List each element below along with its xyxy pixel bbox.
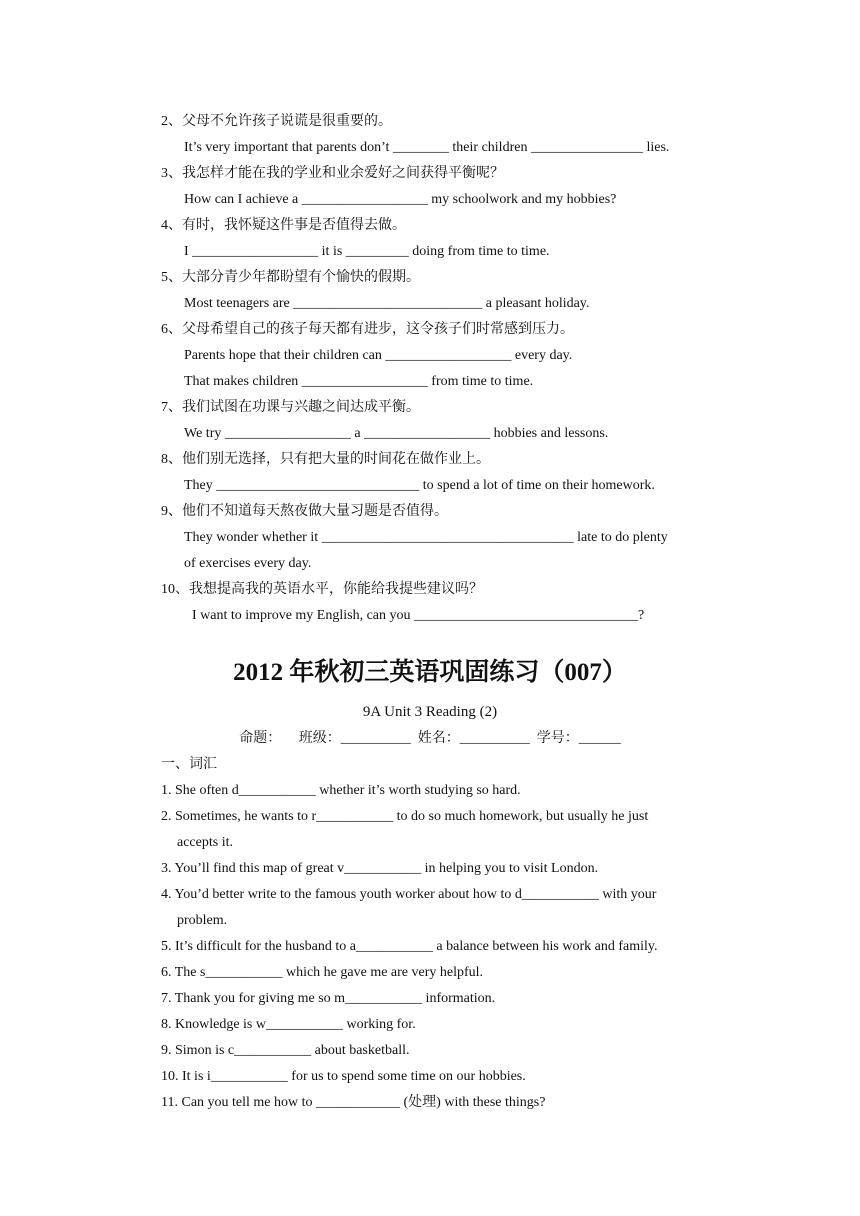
student-info-line: 命题： 班级：__________ 姓名：__________ 学号：______ xyxy=(239,731,621,746)
translation-answer-2: It’s very important that parents don’t ________ their children ________________ lies. xyxy=(184,140,670,155)
translation-answer-4: I __________________ it is _________ doing from time to time. xyxy=(184,244,550,259)
translation-question-5: 5、大部分青少年都盼望有个愉快的假期。 xyxy=(161,270,420,285)
worksheet-title: 2012 年秋初三英语巩固练习（007） xyxy=(233,659,627,686)
translation-answer-3: How can I achieve a __________________ my schoolwork and my hobbies? xyxy=(184,192,617,207)
translation-answer-8: They _____________________________ to spend a lot of time on their homework. xyxy=(184,478,655,493)
vocab-item-3: 3. You’ll find this map of great v___________ in helping you to visit London. xyxy=(161,861,599,876)
translation-question-2: 2、父母不允许孩子说谎是很重要的。 xyxy=(161,114,392,129)
translation-answer-6a: Parents hope that their children can __________________ every day. xyxy=(184,348,573,363)
vocab-item-4-cont: problem. xyxy=(177,913,228,928)
translation-answer-6b: That makes children __________________ from time to time. xyxy=(184,374,534,389)
translation-question-7: 7、我们试图在功课与兴趣之间达成平衡。 xyxy=(161,400,420,415)
vocab-item-4: 4. You’d better write to the famous youth worker about how to d___________ with your xyxy=(161,887,657,902)
vocab-item-8: 8. Knowledge is w___________ working for. xyxy=(161,1017,416,1032)
translation-answer-7: We try __________________ a __________________ hobbies and lessons. xyxy=(184,426,609,441)
vocab-item-2-cont: accepts it. xyxy=(177,835,233,850)
translation-answer-9a: They wonder whether it ____________________________________ late to do plenty xyxy=(184,530,668,545)
vocab-item-11: 11. Can you tell me how to ____________ (处理) with these things? xyxy=(161,1095,546,1110)
translation-question-4: 4、有时，我怀疑这件事是否值得去做。 xyxy=(161,218,406,233)
translation-question-10: 10、我想提高我的英语水平，你能给我提些建议吗？ xyxy=(161,582,483,597)
translation-answer-9b: of exercises every day. xyxy=(184,556,312,571)
vocab-item-6: 6. The s___________ which he gave me are very helpful. xyxy=(161,965,484,980)
worksheet-subtitle: 9A Unit 3 Reading (2) xyxy=(362,704,498,720)
vocab-item-1: 1. She often d___________ whether it’s worth studying so hard. xyxy=(161,783,521,798)
translation-answer-5: Most teenagers are ___________________________ a pleasant holiday. xyxy=(184,296,590,311)
translation-question-8: 8、他们别无选择，只有把大量的时间花在做作业上。 xyxy=(161,452,490,467)
vocab-item-5: 5. It’s difficult for the husband to a___________ a balance between his work and family. xyxy=(161,939,658,954)
vocab-item-10: 10. It is i___________ for us to spend some time on our hobbies. xyxy=(161,1069,526,1084)
translation-question-6: 6、父母希望自己的孩子每天都有进步，这令孩子们时常感到压力。 xyxy=(161,322,574,337)
vocab-item-9: 9. Simon is c___________ about basketball. xyxy=(161,1043,410,1058)
translation-question-9: 9、他们不知道每天熬夜做大量习题是否值得。 xyxy=(161,504,448,519)
vocab-item-2: 2. Sometimes, he wants to r___________ to do so much homework, but usually he just xyxy=(161,809,649,824)
translation-question-3: 3、我怎样才能在我的学业和业余爱好之间获得平衡呢？ xyxy=(161,166,504,181)
vocab-item-7: 7. Thank you for giving me so m___________ information. xyxy=(161,991,496,1006)
section-heading: 一、词汇 xyxy=(161,757,217,772)
translation-answer-10: I want to improve my English, can you ________________________________? xyxy=(192,608,645,623)
